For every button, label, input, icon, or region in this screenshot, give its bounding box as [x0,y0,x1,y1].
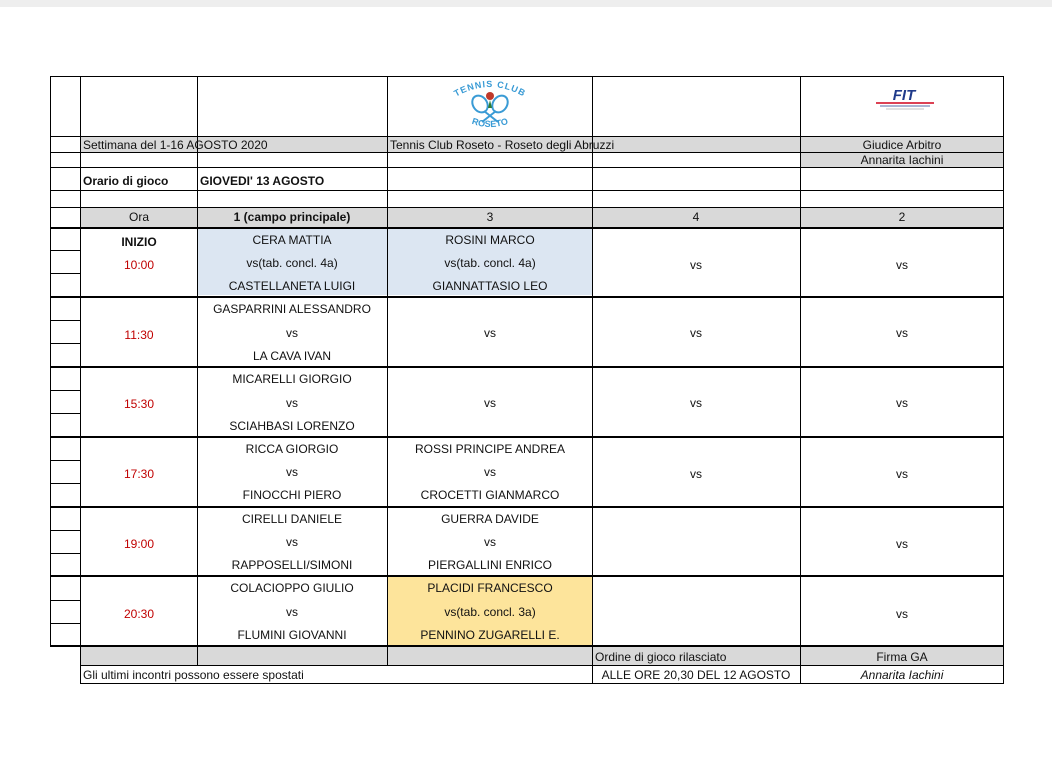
match-vs: vs [896,537,908,551]
referee-signature: Annarita Iachini [860,668,944,682]
slot-time: 11:30 [124,328,154,342]
match-vs: vs(tab. concl. 4a) [444,256,536,270]
slot-time: 20:30 [123,607,155,621]
match-vs: vs [286,396,298,410]
col-header-court1: 1 (campo principale) [233,210,351,224]
match-vs: vs [484,396,496,410]
player-bottom: FLUMINI GIOVANNI [237,628,347,642]
player-top: RICCA GIORGIO [245,442,339,456]
player-bottom: FINOCCHI PIERO [242,488,342,502]
match-vs: vs(tab. concl. 4a) [246,256,338,270]
match-vs: vs [896,326,908,340]
col-header-court3: 3 [486,210,494,224]
slot-time: 10:00 [123,258,155,272]
player-top: GUERRA DAVIDE [441,512,539,526]
match-vs: vs [690,326,702,340]
order-released-label: Ordine di gioco rilasciato [595,650,727,664]
order-released-time: ALLE ORE 20,30 DEL 12 AGOSTO [601,668,791,682]
match-vs: vs(tab. concl. 3a) [444,605,536,619]
player-top: CIRELLI DANIELE [241,512,343,526]
week-label: Settimana del 1-16 AGOSTO 2020 [83,138,268,152]
match-vs: vs [690,258,702,272]
fit-logo-text: FIT [892,87,916,104]
match-vs: vs [286,605,298,619]
match-vs: vs [896,258,908,272]
player-bottom: CASTELLANETA LUIGI [228,279,356,293]
match-vs: vs [286,535,298,549]
player-bottom: PENNINO ZUGARELLI E. [420,628,560,642]
day-label: GIOVEDI' 13 AGOSTO [200,174,325,188]
match-vs: vs [484,465,496,479]
match-vs: vs [286,465,298,479]
fit-federation-logo-icon [862,86,946,114]
player-top: COLACIOPPO GIULIO [230,581,354,595]
match-vs: vs [896,467,908,481]
slot-time: 15:30 [123,397,155,411]
player-bottom: LA CAVA IVAN [252,349,332,363]
signature-label: Firma GA [876,650,928,664]
player-bottom: GIANNATTASIO LEO [432,279,548,293]
club-logo-bottom-text: ROSETO [470,116,510,130]
col-header-court2: 2 [898,210,906,224]
match-vs: vs [896,607,908,621]
start-label: INIZIO [121,235,157,249]
referee-title: Giudice Arbitro [862,138,942,152]
slot-time: 19:00 [123,537,155,551]
player-bottom: RAPPOSELLI/SIMONI [231,558,353,572]
match-vs: vs [690,396,702,410]
col-header-court4: 4 [692,210,700,224]
match-vs: vs [484,535,496,549]
tennis-club-roseto-logo-icon [440,78,540,136]
player-top: GASPARRINI ALESSANDRO [213,302,371,316]
col-header-time: Ora [128,210,150,224]
footer-band [81,647,1004,665]
player-bottom: PIERGALLINI ENRICO [427,558,553,572]
match-vs: vs [690,467,702,481]
referee-name: Annarita Iachini [860,153,944,167]
player-top: ROSSI PRINCIPE ANDREA [414,442,566,456]
player-top: PLACIDI FRANCESCO [427,581,553,595]
match-vs: vs [484,326,496,340]
player-top: CERA MATTIA [252,233,332,247]
player-top: MICARELLI GIORGIO [232,372,352,386]
schedule-note: Gli ultimi incontri possono essere spostati [83,668,304,682]
club-logo-top-text: TENNIS CLUB [452,78,528,99]
svg-text:ROSETO [471,116,509,129]
venue-label: Tennis Club Roseto - Roseto degli Abruzzi [390,138,615,152]
match-vs: vs [896,396,908,410]
match-vs: vs [286,326,298,340]
header-band-columns [81,208,1004,228]
schedule-label: Orario di gioco [83,174,169,188]
player-bottom: CROCETTI GIANMARCO [420,488,560,502]
player-bottom: SCIAHBASI LORENZO [229,419,355,433]
slot-time: 17:30 [123,467,155,481]
player-top: ROSINI MARCO [445,233,535,247]
